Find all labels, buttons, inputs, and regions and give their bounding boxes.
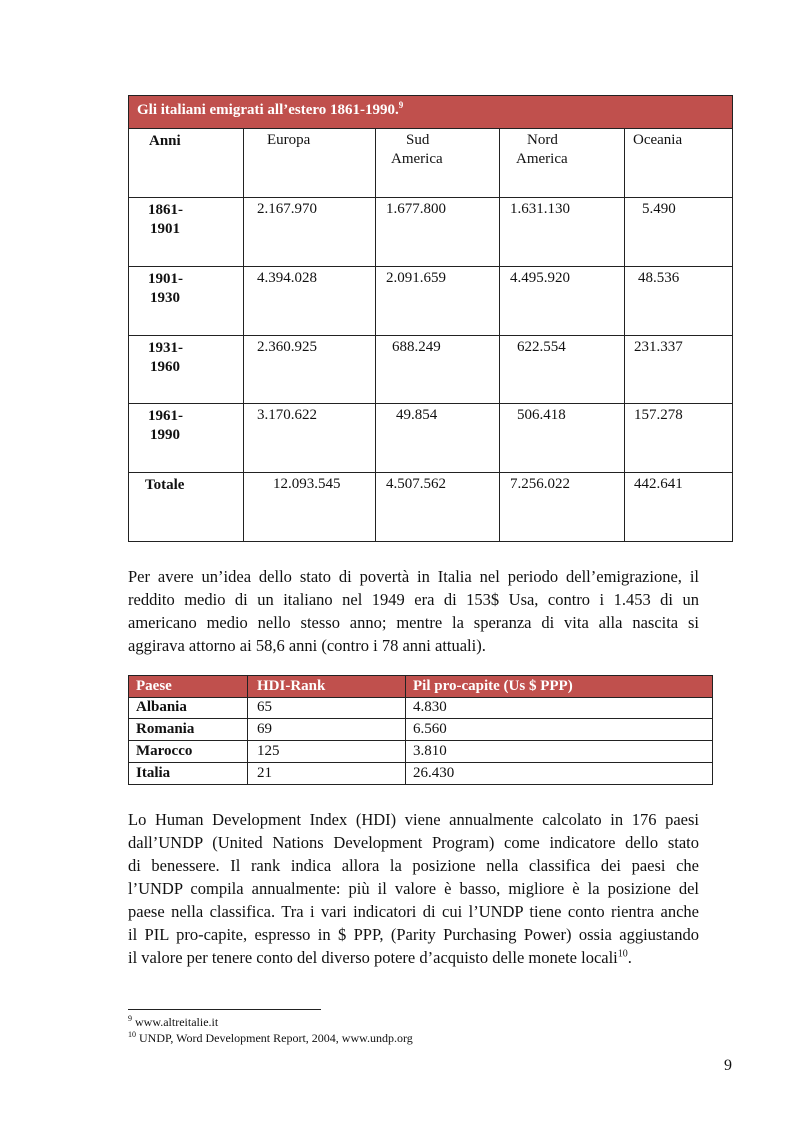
row-3-sud: 688.249 — [392, 339, 441, 355]
poverty-line-1: Per avere un’idea dello stato di povertà in Italia nel periodo dell’emigrazione, il — [128, 567, 699, 586]
poverty-line-2: reddito medio di un italiano nel 1949 era di 153$ Usa, contro i 1.453 di un — [128, 590, 699, 609]
hdi-row-1-paese: Albania — [136, 699, 187, 715]
row-4-period-line1: 1961- — [148, 408, 183, 424]
row-1-oceania: 5.490 — [642, 201, 676, 217]
hdi-row-4-paese: Italia — [136, 765, 171, 781]
hdi-header-paese: Paese — [136, 678, 172, 694]
row-2-europa: 4.394.028 — [257, 270, 317, 286]
header-sud-line1: Sud — [406, 132, 430, 148]
page-number: 9 — [724, 1057, 732, 1074]
poverty-line-4: aggirava attorno ai 58,6 anni (contro i 78 anni attuali). — [128, 636, 486, 655]
hdi-header-pil: Pil pro-capite (Us $ PPP) — [413, 678, 573, 694]
hdi-line-2: dall’UNDP (United Nations Development Program) come indicatore dello stato — [128, 833, 699, 852]
hdi-line-3: di benessere. Il rank indica allora la posizione nella classifica dei paesi che — [128, 856, 699, 875]
footnote-ref-10: 10 — [617, 948, 628, 960]
hdi-row-2-rank: 69 — [257, 721, 272, 737]
row-2-period-line2: 1930 — [150, 290, 180, 306]
hdi-row-1-pil: 4.830 — [413, 699, 447, 715]
hdi-row-4-pil: 26.430 — [413, 765, 455, 781]
row-3-europa: 2.360.925 — [257, 339, 317, 355]
header-anni: Anni — [149, 133, 181, 149]
emigration-table-grid — [128, 129, 733, 542]
row-4-sud: 49.854 — [396, 407, 438, 423]
emigration-table-header-bar — [128, 95, 733, 129]
row-2-oceania: 48.536 — [638, 270, 680, 286]
header-nord-line2: America — [516, 151, 568, 167]
hdi-line-1: Lo Human Development Index (HDI) viene annualmente calcolato in 176 paesi — [128, 810, 699, 829]
row-1-period-line2: 1901 — [150, 221, 180, 237]
footnote-separator — [128, 1009, 321, 1010]
footnote-10: $^{10}$ UNDP, Word Development Report, 2004, www.undp.org — [128, 1030, 413, 1045]
row-3-oceania: 231.337 — [634, 339, 683, 355]
row-1-nord: 1.631.130 — [510, 201, 570, 217]
row-4-nord: 506.418 — [517, 407, 566, 423]
hdi-line-7: il valore per tenere conto del diverso potere d’acquisto delle monete locali$^{10}$. — [128, 948, 632, 967]
row-3-period-line1: 1931- — [148, 340, 183, 356]
header-europa: Europa — [267, 132, 311, 148]
hdi-row-3-rank: 125 — [257, 743, 280, 759]
hdi-table — [128, 675, 713, 785]
hdi-row-2-pil: 6.560 — [413, 721, 447, 737]
hdi-row-4-rank: 21 — [257, 765, 272, 781]
hdi-line-6: il PIL pro-capite, espresso in $ PPP, (Parity Purchasing Power) ossia aggiustando — [128, 925, 699, 944]
total-label: Totale — [145, 477, 185, 493]
emigration-table-title: Gli italiani emigrati all’estero 1861-1990.$^9$ — [137, 100, 404, 118]
emigration-table — [128, 95, 733, 542]
row-2-nord: 4.495.920 — [510, 270, 570, 286]
hdi-row-3-pil: 3.810 — [413, 743, 447, 759]
row-1-sud: 1.677.800 — [386, 201, 446, 217]
poverty-paragraph — [128, 565, 699, 657]
header-oceania: Oceania — [633, 132, 683, 148]
header-nord-line1: Nord — [527, 132, 558, 148]
row-4-europa: 3.170.622 — [257, 407, 317, 423]
row-2-period-line1: 1901- — [148, 271, 183, 287]
hdi-paragraph — [128, 808, 699, 969]
poverty-line-3: americano medio nello stesso anno; mentre la speranza di vita alla nascita si — [128, 613, 699, 632]
row-1-period-line1: 1861- — [148, 202, 183, 218]
total-oceania: 442.641 — [634, 476, 683, 492]
footnote-9: $^9$ www.altreitalie.it — [128, 1014, 219, 1029]
hdi-row-3-paese: Marocco — [136, 743, 193, 759]
footnote-ref-9: 9 — [398, 100, 404, 110]
header-sud-line2: America — [391, 151, 443, 167]
total-sud: 4.507.562 — [386, 476, 446, 492]
row-3-period-line2: 1960 — [150, 359, 180, 375]
row-4-oceania: 157.278 — [634, 407, 683, 423]
hdi-line-4: l’UNDP compila annualmente: più il valore è basso, migliore è la posizione del — [128, 879, 699, 898]
total-europa: 12.093.545 — [273, 476, 341, 492]
total-nord: 7.256.022 — [510, 476, 570, 492]
row-4-period-line2: 1990 — [150, 427, 180, 443]
hdi-row-1-rank: 65 — [257, 699, 272, 715]
row-2-sud: 2.091.659 — [386, 270, 446, 286]
row-1-europa: 2.167.970 — [257, 201, 317, 217]
hdi-header-rank: HDI-Rank — [257, 678, 326, 694]
row-3-nord: 622.554 — [517, 339, 566, 355]
hdi-line-5: paese nella classifica. Tra i vari indicatori di cui l’UNDP tiene conto rientra anche — [128, 902, 699, 921]
hdi-row-2-paese: Romania — [136, 721, 195, 737]
